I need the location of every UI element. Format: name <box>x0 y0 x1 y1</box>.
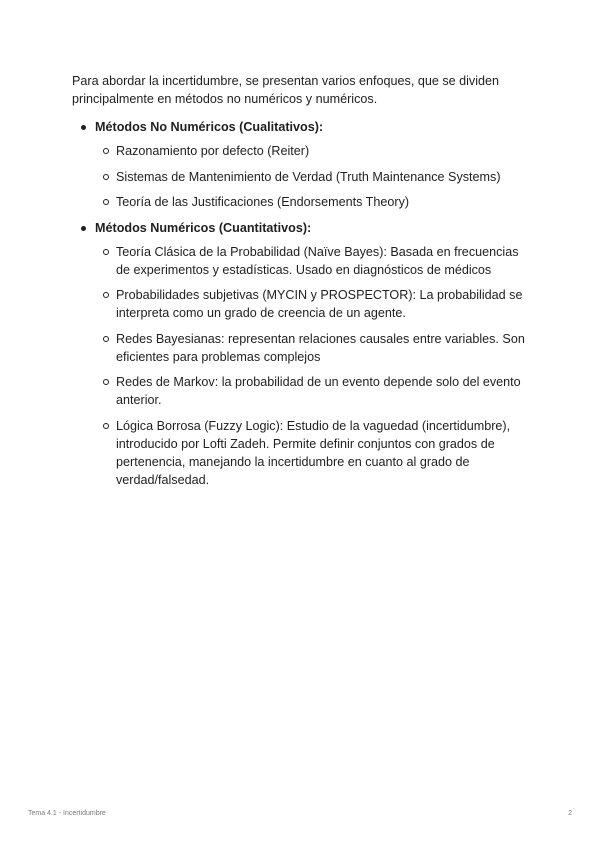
circle-bullet-icon <box>103 292 109 298</box>
section-title: Métodos No Numéricos (Cualitativos): <box>95 120 324 134</box>
list-item: Teoría de las Justificaciones (Endorsements Theory) <box>95 193 532 211</box>
list-item: Sistemas de Mantenimiento de Verdad (Truth Maintenance Systems) <box>95 168 532 186</box>
page-content <box>72 72 532 496</box>
list-item: Razonamiento por defecto (Reiter) <box>95 142 532 160</box>
intro-paragraph: Para abordar la incertidumbre, se presentan varios enfoques, que se dividen principalmente en métodos no numéricos y numéricos. <box>72 74 500 106</box>
list-item: Lógica Borrosa (Fuzzy Logic): Estudio de la vaguedad (incertidumbre), introducido por Lofti Zadeh. Permite definir conjuntos con grados de pertenencia, manejando la incertidumbre en cuanto al grado de verdad/falsedad. <box>95 417 532 489</box>
bullet-icon <box>81 226 86 231</box>
section-numeric <box>72 219 532 489</box>
list-item: Redes de Markov: la probabilidad de un evento depende solo del evento anterior. <box>95 373 532 409</box>
circle-bullet-icon <box>103 379 109 385</box>
list-item: Probabilidades subjetivas (MYCIN y PROSPECTOR): La probabilidad se interpreta como un grado de creencia de un agente. <box>95 286 532 322</box>
sublist-non-numeric <box>95 142 532 211</box>
page-number: 2 <box>568 810 572 817</box>
list-item: Teoría Clásica de la Probabilidad (Naïve Bayes): Basada en frecuencias de experimentos y estadísticas. Usado en diagnósticos de médicos <box>95 243 532 279</box>
methods-list <box>72 118 532 489</box>
circle-bullet-icon <box>103 423 109 429</box>
circle-bullet-icon <box>103 174 109 180</box>
circle-bullet-icon <box>103 199 109 205</box>
section-non-numeric <box>72 118 532 211</box>
circle-bullet-icon <box>103 148 109 154</box>
footer-title: Tema 4.1 - Incertidumbre <box>28 810 106 817</box>
circle-bullet-icon <box>103 249 109 255</box>
list-item: Redes Bayesianas: representan relaciones causales entre variables. Son eficientes para problemas complejos <box>95 330 532 366</box>
sublist-numeric <box>95 243 532 489</box>
section-title: Métodos Numéricos (Cuantitativos): <box>95 220 312 235</box>
bullet-icon <box>81 125 86 130</box>
circle-bullet-icon <box>103 336 109 342</box>
